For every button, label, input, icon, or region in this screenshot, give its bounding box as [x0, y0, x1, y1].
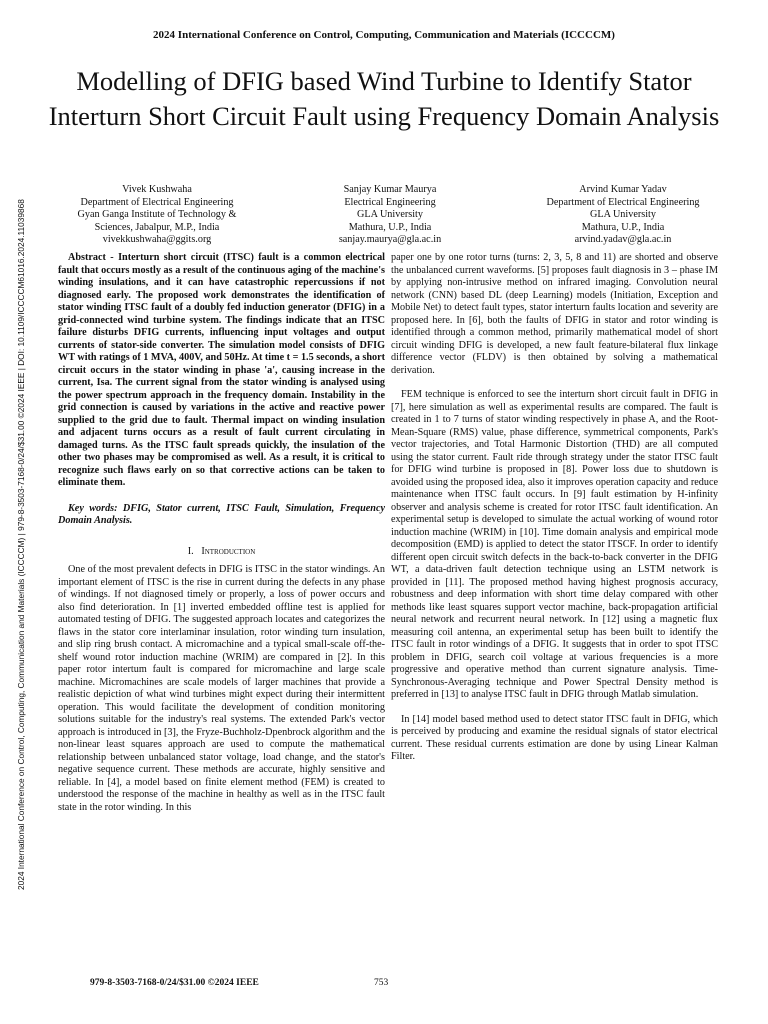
- author-affiliation: Gyan Ganga Institute of Technology &: [77, 209, 237, 221]
- author-1: [52, 184, 262, 247]
- author-email[interactable]: arvind.yadav@gla.ac.in: [574, 234, 672, 246]
- keywords: Key words: DFIG, Stator current, ITSC Fault, Simulation, Frequency Domain Analysis.: [58, 502, 385, 526]
- section-title: Introduction: [201, 545, 256, 557]
- section-heading-introduction: [58, 546, 385, 559]
- author-affiliation: Department of Electrical Engineering: [546, 196, 700, 208]
- author-name: Arvind Kumar Yadav: [579, 184, 667, 195]
- body-paragraph: FEM technique is enforced to see the interturn short circuit fault in DFIG in [7], here simulation as well as experimental results are compared. The fault is created in 1 to 7 turns of stator winding respectively in phase A, and the Root-Mean-Square (RMS) value, phase difference, symmetrical components, Park's vector trajectories, and Total Harmonic Distortion (THD) are all computed using the stator current. Fault ride through strategy under the stator ITSC fault for DFIG wind turbine is proposed in [8]. Power loss due to shutdown is avoided using the proposed idea, also it improves operation capacity and reduce maintenance when ITSC fault occurs. In [9] fault estimation by H-infinity observer and analysis scheme is created for rotor ITSC fault identification. An experimental setup is developed to simulate the actual working of wound rotor induction machine (WRIM) in [10]. Time domain analysis and empirical mode decomposition (EMD) is applied to detect the stator ITSCF. In order to identify different open circuit switch defects in the back-to-back converter in the DFIG WT, a data-driven fault detection technique using an LSTM network is provided in [11]. The proposed method having highest prognosis accuracy, robustness and deep information with short time delay compared with other methods like least squares support vector machine, back-propagation artificial neural network and recurrent neural network. In [12] using a magnetic flux measuring coil antenna, an experimental setup has been built to identify the ITSC fault in rotor windings of a DFIG. It suggests that in order to spot ITSC problem in DFIG, search coil voltage at various frequencies is a more progressive and operative method than current signature analysis. Time-Synchronous-Averaging technique and Power Spectral Density method is preferred in [13] to analyse ITSC fault in DFIG through Matlab simulation.: [391, 389, 718, 700]
- author-name: Vivek Kushwaha: [122, 184, 192, 195]
- author-block: [52, 184, 728, 247]
- right-column: [391, 252, 718, 764]
- body-paragraph: In [14] model based method used to detect stator ITSC fault in DFIG, which is perceived by producing and examine the residual signals of stator electrical current. These residual currents estimation are done by using Linear Kalman Filter.: [391, 713, 718, 762]
- author-email[interactable]: sanjay.maurya@gla.ac.in: [338, 234, 442, 246]
- side-doi-text: 2024 International Conference on Control, Computing, Communication and Materials (ICCCCM) | 979-8-3503-7168-0/24/$31.00 ©2024 IEEE | DOI: 10.1109/ICCCCM61016.2024.11039868: [16, 199, 26, 890]
- left-column: [58, 252, 385, 814]
- body-paragraph: paper one by one rotor turns (turns: 2, 3, 5, 8 and 11) are shorted and observe the unbalanced current waveforms. [5] proposes fault diagnosis in 3 – phase IM by applying non-intrusive method on infrared imaging. Convolution neural network (CNN) based DL (deep Learning) models (Initiation, Exception and Mobile Net) to detect fault types, stator interturn faults location and severity are proposed here. In [6], both the faults of DFIG in stator and rotor winding is identified through a common method, primarily mathematical model of short circuit winding DFIG is developed, a new fault feature-bilateral flux linkage difference vector (FLDV) is then obtained by solving a mathematical derivation.: [391, 252, 718, 376]
- section-number: I.: [187, 545, 194, 557]
- author-affiliation: Department of Electrical Engineering: [80, 196, 234, 208]
- conference-header: 2024 International Conference on Control, Computing, Communication and Materials (ICCCCM): [153, 29, 615, 41]
- author-2: [285, 184, 495, 247]
- paper-title: Modelling of DFIG based Wind Turbine to Identify Stator Interturn Short Circuit Fault using Frequency Domain Analysis: [48, 66, 720, 131]
- author-name: Sanjay Kumar Maurya: [343, 184, 437, 195]
- author-email[interactable]: vivekkushwaha@ggits.org: [102, 234, 212, 246]
- intro-paragraph: One of the most prevalent defects in DFIG is ITSC in the stator windings. An important element of ITSC is the rise in current during the defects in any phase of windings. If not diagnosed timely or properly, a loss of power occurs and also find deterioration. In [1] inverted embedded offline test is applied for automated testing of DFIG. The suggested approach locates and categorizes the flaws in the stator core interlaminar insulation, rotor winding turn insulation, and slip ring brush contact. A micromachine and a typical small-scale off-the-shelf wound rotor induction machine (WRIM) are compared in [2]. In this paper rotor intertum fault is compared for micromachine and large scale machine. Micromachines are scale models of larger machines that provide a realistic depiction of what wind turbines might expect during their intermittent operation. This would facilitate the development of condition monitoring solutions suitable for the industry's real systems. The extended Park's vector approach is introduced in [3], the Fryze-Buchholz-Dpenbrock algorithm and the non-linear least squares approach are used to compute the mathematical relationship between unbalanced stator voltage, load change, and the stator's negative sequence current. These methods are accurate, highly sensitive and reliable. In [4], a model based on finite element method (FEM) is created to understood the response of the machine in healthy as well as in the ITSC fault state in the rotor winding. In this: [58, 564, 385, 813]
- author-affiliation: Electrical Engineering: [344, 196, 436, 208]
- abstract: Abstract - Interturn short circuit (ITSC) fault is a common electrical fault that occurs mostly as a result of the continuous aging of the machine's winding insulations, and it can have catastrophic repercussions if not diagnosed early. The proposed work demonstrates the identification of stator winding ITSC fault of a doubly fed induction generator (DFIG) in a grid-connected wind turbine system. The findings indicate that an ITSC failure disturbs DFIG currents, influencing input voltages and output currents of stator-side converter. The simulation model consists of DFIG WT with ratings of 1 MVA, 400V, and 50Hz. At time t = 1.5 seconds, a short circuit occurs in the stator winding in phase 'a', causing increase in the current, Isa. The current signal from the stator winding is analysed using the power spectrum approach in the frequency domain. Instability in the grid connection is caused by variations in the active and reactive power supplied to the grid due to fault. Thermal impact on winding insulation and adjacent turns occurs as a result of fault current circulating in damaged turns. As the ITSC fault spreads quickly, the insulation of the other two phases may be compromised as well. As a result, it is critical to recognize such flaws early on so that corrective actions can be taken to eliminate them.: [58, 252, 386, 488]
- page-number: 753: [374, 978, 389, 988]
- author-location: Mathura, U.P., India: [581, 221, 665, 233]
- author-3: [518, 184, 728, 247]
- footer-isbn: 979-8-3503-7168-0/24/$31.00 ©2024 IEEE: [90, 978, 259, 988]
- author-affiliation: GLA University: [590, 209, 656, 221]
- author-location: Sciences, Jabalpur, M.P., India: [94, 221, 220, 233]
- author-location: Mathura, U.P., India: [348, 221, 432, 233]
- author-affiliation: GLA University: [357, 209, 423, 221]
